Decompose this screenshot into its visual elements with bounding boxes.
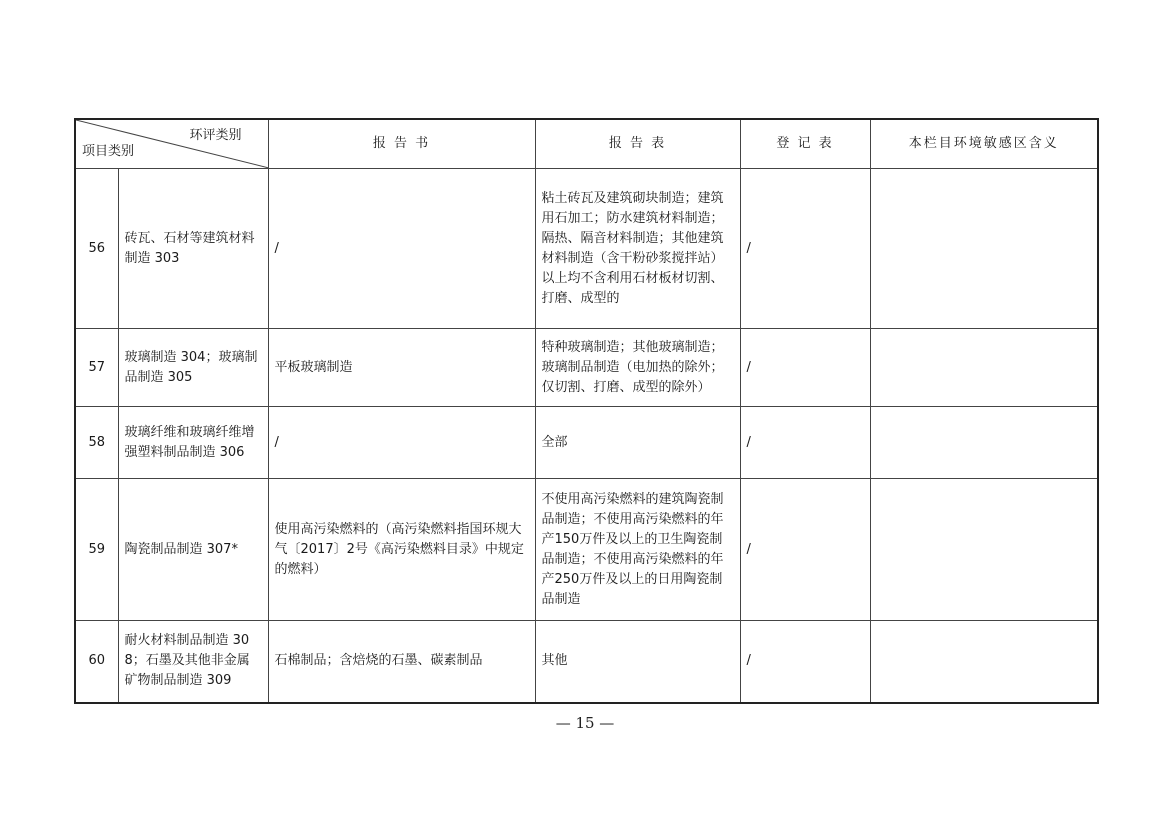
- report-book-cell: /: [268, 169, 535, 329]
- report-book-cell: 石棉制品；含焙烧的石墨、碳素制品: [268, 621, 535, 703]
- col-header-register: 登 记 表: [740, 119, 870, 169]
- report-form-cell: 其他: [535, 621, 740, 703]
- col-header-report-form: 报 告 表: [535, 119, 740, 169]
- table-row: [75, 169, 1098, 329]
- project-category: 陶瓷制品制造 307*: [118, 479, 268, 621]
- register-cell: /: [740, 329, 870, 407]
- project-category: 耐火材料制品制造 308；石墨及其他非金属矿物制品制造 309: [118, 621, 268, 703]
- sensitive-cell: [870, 169, 1098, 329]
- page-number: — 15 —: [555, 714, 615, 732]
- row-number: 59: [75, 479, 118, 621]
- diag-top-label: 环评类别: [189, 128, 242, 143]
- col-header-report-book: 报 告 书: [268, 119, 535, 169]
- row-number: 60: [75, 621, 118, 703]
- sensitive-cell: [870, 329, 1098, 407]
- register-cell: /: [740, 479, 870, 621]
- sensitive-cell: [870, 407, 1098, 479]
- regulation-table-container: [74, 118, 1097, 704]
- table-row: [75, 479, 1098, 621]
- regulation-table: [74, 118, 1099, 704]
- report-form-line: 以上均不含利用石材板材切割、打磨、成型的: [541, 270, 724, 306]
- report-book-cell: 平板玻璃制造: [268, 329, 535, 407]
- table-row: [75, 621, 1098, 703]
- register-cell: /: [740, 621, 870, 703]
- row-number: 57: [75, 329, 118, 407]
- register-cell: /: [740, 407, 870, 479]
- sensitive-cell: [870, 479, 1098, 621]
- row-number: 58: [75, 407, 118, 479]
- sensitive-cell: [870, 621, 1098, 703]
- project-category: 玻璃纤维和玻璃纤维增强塑料制品制造 306: [118, 407, 268, 479]
- report-book-cell: 使用高污染燃料的（高污染燃料指国环规大气〔2017〕2号《高污染燃料目录》中规定的燃料）: [268, 479, 535, 621]
- diag-bottom-label: 项目类别: [82, 144, 135, 159]
- col-header-sensitive: 本栏目环境敏感区含义: [870, 119, 1098, 169]
- report-form-cell: 全部: [535, 407, 740, 479]
- diagonal-header-cell: [75, 119, 268, 169]
- register-cell: /: [740, 169, 870, 329]
- row-number: 56: [75, 169, 118, 329]
- report-form-cell: 特种玻璃制造；其他玻璃制造；玻璃制品制造（电加热的除外；仅切割、打磨、成型的除外）: [535, 329, 740, 407]
- report-book-cell: /: [268, 407, 535, 479]
- project-category: 砖瓦、石材等建筑材料制造 303: [118, 169, 268, 329]
- report-form-cell: 不使用高污染燃料的建筑陶瓷制品制造；不使用高污染燃料的年产150万件及以上的卫生陶瓷制品制造；不使用高污染燃料的年产250万件及以上的日用陶瓷制品制造: [535, 479, 740, 621]
- table-header-row: [75, 119, 1098, 169]
- table-row: [75, 329, 1098, 407]
- report-form-line: 粘土砖瓦及建筑砌块制造；建筑用石加工；防水建筑材料制造；隔热、隔音材料制造；其他建筑材料制造（含干粉砂浆搅拌站）: [541, 190, 724, 266]
- table-row: [75, 407, 1098, 479]
- report-form-cell: [535, 169, 740, 329]
- project-category: 玻璃制造 304；玻璃制品制造 305: [118, 329, 268, 407]
